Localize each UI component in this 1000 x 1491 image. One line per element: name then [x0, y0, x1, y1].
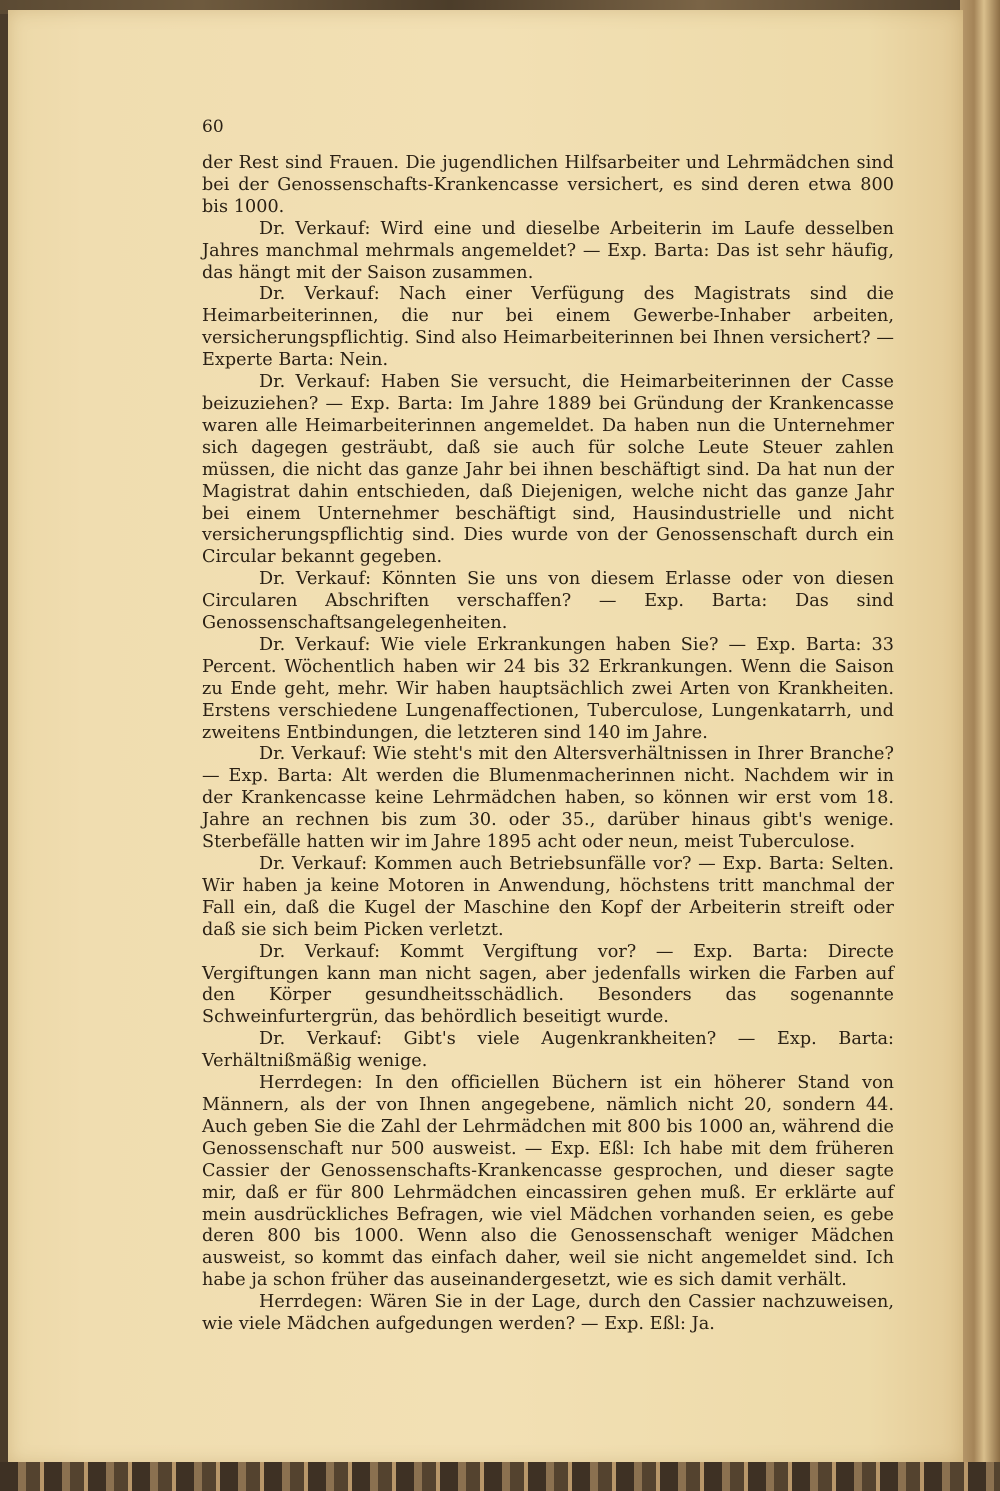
paragraph-12: Herrdegen: Wären Sie in der Lage, durch den Cassier nachzuweisen, wie viele Mädchen aufgedungen werden? — Exp. Eßl: Ja.: [202, 1292, 894, 1335]
book-spine: [960, 0, 1000, 1491]
paragraph-3: Dr. Verkauf: Nach einer Verfügung des Magistrats sind die Heimarbeiterinnen, die nur bei einem Gewerbe-Inhaber arbeiten, versicherungspflichtig. Sind also Heimarbeiterinnen bei Ihnen versichert? — Experte Barta: Nein.: [202, 284, 894, 371]
paragraph-7: Dr. Verkauf: Wie steht's mit den Altersverhältnissen in Ihrer Branche? — Exp. Barta: Alt werden die Blumenmacherinnen nicht. Nachdem wir in der Krankencasse keine Lehrmädchen haben, so können wir erst vom 18. Jahre an rechnen bis zum 30. oder 35., darüber hinaus gibt's wenige. Sterbefälle hatten wir im Jahre 1895 acht oder neun, meist Tuberculose.: [202, 744, 894, 853]
body-text: [202, 153, 894, 1336]
paragraph-9: Dr. Verkauf: Kommt Vergiftung vor? — Exp. Barta: Directe Vergiftungen kann man nicht sagen, aber jedenfalls wirken die Farben auf den Körper gesundheitsschädlich. Besonders das sogenannte Schweinfurtergrün, das behördlich beseitigt wurde.: [202, 941, 894, 1028]
paragraph-6: Dr. Verkauf: Wie viele Erkrankungen haben Sie? — Exp. Barta: 33 Percent. Wöchentlich haben wir 24 bis 32 Erkrankungen. Wenn die Saison zu Ende geht, mehr. Wir haben hauptsächlich zwei Arten von Krankheiten. Erstens verschiedene Lungenaffectionen, Tuberculose, Lungenkatarrh, und zweitens Entbindungen, die letzteren sind 140 im Jahre.: [202, 634, 894, 743]
paragraph-1: der Rest sind Frauen. Die jugendlichen Hilfsarbeiter und Lehrmädchen sind bei der Genossenschafts-Krankencasse versichert, es sind deren etwa 800 bis 1000.: [202, 153, 894, 217]
paragraph-8: Dr. Verkauf: Kommen auch Betriebsunfälle vor? — Exp. Barta: Selten. Wir haben ja keine Motoren in Anwendung, höchstens tritt manchmal der Fall ein, daß die Kugel der Maschine den Kopf der Arbeiterin streift oder daß sie sich beim Picken verletzt.: [202, 854, 894, 940]
paragraph-2: Dr. Verkauf: Wird eine und dieselbe Arbeiterin im Laufe desselben Jahres manchmal mehrmals angemeldet? — Exp. Barta: Das ist sehr häufig, das hängt mit der Saison zusammen.: [202, 218, 894, 283]
paragraph-4: Dr. Verkauf: Haben Sie versucht, die Heimarbeiterinnen der Casse beizuziehen? — Exp. Barta: Im Jahre 1889 bei Gründung der Krankencasse waren alle Heimarbeiterinnen angemeldet. Da haben nun die Unternehmer sich dagegen gesträubt, daß sie auch für solche Leute Steuer zahlen müssen, die nicht das ganze Jahr bei ihnen beschäftigt sind. Da hat nun der Magistrat dahin entschieden, daß Diejenigen, welche nicht das ganze Jahr bei einem Unternehmer beschäftigt sind, Hausindustrielle und nicht versicherungspflichtig sind. Dies wurde von der Genossenschaft durch ein Circular bekannt gegeben.: [202, 372, 894, 568]
book-frame-bottom: [0, 1462, 1000, 1491]
page-number: 60: [202, 117, 224, 137]
paragraph-5: Dr. Verkauf: Könnten Sie uns von diesem Erlasse oder von diesen Circularen Abschriften verschaffen? — Exp. Barta: Das sind Genossenschaftsangelegenheiten.: [202, 569, 894, 634]
paragraph-10: Dr. Verkauf: Gibt's viele Augenkrankheiten? — Exp. Barta: Verhältnißmäßig wenige.: [202, 1029, 894, 1072]
paragraph-11: Herrdegen: In den officiellen Büchern ist ein höherer Stand von Männern, als der von Ihnen angegebene, nämlich nicht 20, sondern 44. Auch geben Sie die Zahl der Lehrmädchen mit 800 bis 1000 an, während die Genossenschaft nur 500 ausweist. — Exp. Eßl: Ich habe mit dem früheren Cassier der Genossenschafts-Krankencasse gesprochen, und dieser sagte mir, daß er für 800 Lehrmädchen eincassiren gehen muß. Er erklärte auf mein ausdrückliches Befragen, wie viel Mädchen vorhanden seien, es gebe deren 800 bis 1000. Wenn also die Genossenschaft weniger Mädchen ausweist, so kommt das einfach daher, weil sie nicht angemeldet sind. Ich habe ja schon früher das auseinandergesetzt, wie es sich damit verhält.: [202, 1073, 894, 1291]
